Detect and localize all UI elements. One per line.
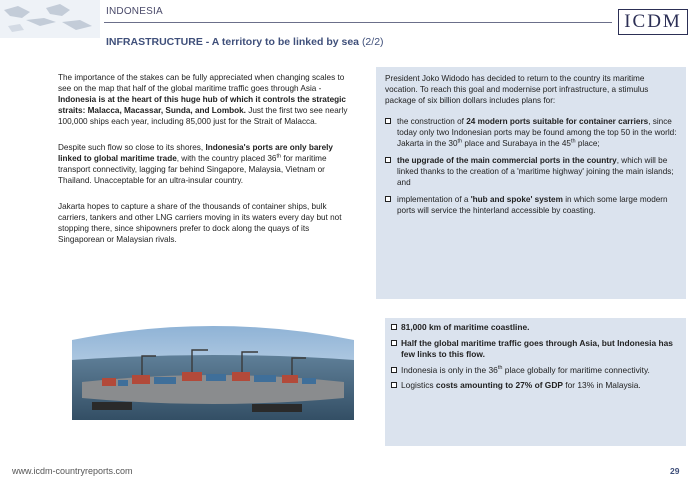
plans-intro: President Joko Widodo has decided to return to the country its maritime vocation. To reach this goal and modernise port infrastructure, a stimulus package of six billion dollars includes plans for:: [385, 74, 649, 105]
fact-connectivity-rank: [391, 365, 681, 377]
checkbox-icon: [385, 118, 391, 124]
icdm-logo: ICDM: [618, 9, 688, 35]
page-title-suffix: (2/2): [361, 36, 384, 48]
plan1-mid2: place and Surabaya in the 45: [464, 139, 571, 148]
p2-mid: , with the country placed 36: [176, 154, 277, 163]
country-label: INDONESIA: [106, 6, 163, 17]
plan1-bold: 24 modern ports suitable for container carriers: [466, 117, 649, 126]
paragraph-strategic-straits: [58, 72, 350, 127]
p1-text: The importance of the stakes can be fully appreciated when changing scales to see on the map that half of the global maritime traffic goes through Asia -: [58, 73, 345, 93]
checkbox-icon: [391, 340, 397, 346]
plan-item-hub-spoke: [385, 194, 679, 216]
plan-item-upgrade-ports: [385, 155, 679, 188]
fact2-text: Half the global maritime traffic goes through Asia, but Indonesia has few links to this flow.: [401, 337, 673, 359]
paragraph-port-connectivity: [58, 142, 350, 186]
plan1-start: the construction of: [397, 117, 464, 126]
checkbox-icon: [391, 382, 397, 388]
page-title-text: INFRASTRUCTURE - A territory to be linked by sea: [106, 36, 360, 48]
key-facts-content: [391, 322, 681, 396]
left-text-column: [58, 72, 350, 260]
checkbox-icon: [391, 324, 397, 330]
checkbox-icon: [385, 157, 391, 163]
port-panorama-photo: [72, 320, 354, 420]
fact-coastline: [391, 322, 681, 334]
page-number: 29: [670, 466, 680, 476]
fact3-end: place globally for maritime connectivity.: [504, 364, 650, 375]
footer-website-link[interactable]: www.icdm-countryreports.com: [12, 466, 133, 476]
plan3-bold: 'hub and spoke' system: [470, 195, 563, 204]
fact4-bold: costs amounting to 27% of GDP: [435, 380, 563, 390]
plan2-bold: the upgrade of the main commercial ports in the country: [397, 156, 617, 165]
p2-bold: Indonesia's ports are only barely linked to global maritime trade: [58, 143, 333, 163]
paragraph-jakarta-hopes: Jakarta hopes to capture a share of the thousands of container ships, bulk carriers, tankers and other LNG carriers moving in its waters every day but not stopping there, since shipowners prefer to dock along the quays of its Singaporean or Malaysian rivals.: [58, 202, 342, 244]
fact4-start: Logistics: [401, 380, 434, 390]
p2-start: Despite such flow so close to its shores,: [58, 143, 204, 152]
fact4-end: for 13% in Malaysia.: [565, 380, 641, 390]
checkbox-icon: [391, 367, 397, 373]
plan1-sup1: th: [457, 138, 463, 145]
fact1-text: 81,000 km of maritime coastline.: [401, 322, 530, 332]
fact3-sup: th: [497, 364, 503, 371]
fact3-start: Indonesia is only in the 36: [401, 364, 498, 375]
plan3-end: in which some large modern ports will service the hinterland accessible by coasting.: [397, 195, 668, 215]
p1-end: Just the first two see nearly 100,000 ships each year, including 85,000 just for the Strait of Malacca.: [58, 106, 348, 126]
indonesia-map-thumbnail: [0, 0, 100, 38]
plan-item-modern-ports: [385, 116, 679, 149]
fact-logistics-costs: [391, 380, 681, 392]
plans-box-content: [385, 73, 679, 222]
plan2-end: , which will be linked thanks to the creation of a 'maritime highway' joining the main islands; and: [397, 156, 674, 187]
fact-maritime-traffic: [391, 338, 681, 361]
plan3-start: implementation of a: [397, 195, 469, 204]
page-title: [106, 36, 384, 48]
p2-end: for maritime transport connectivity, lagging far behind Singapore, Malaysia, Vietnam or Thailand. Unacceptable for an ultra-insular country.: [58, 154, 327, 185]
plan1-sup2: th: [570, 138, 576, 145]
plan1-end: place;: [577, 139, 600, 148]
header-divider: [104, 22, 612, 23]
p1-bold: Indonesia is at the heart of this huge hub of which it controls the strategic straits: Malacca, Macassar, Sunda, and Lombok.: [58, 95, 346, 115]
p2-sup: th: [276, 153, 282, 160]
plan1-mid: , since today only two Indonesian ports may be found among the top 50 in the world: Jakarta in the 30: [397, 117, 677, 148]
checkbox-icon: [385, 196, 391, 202]
